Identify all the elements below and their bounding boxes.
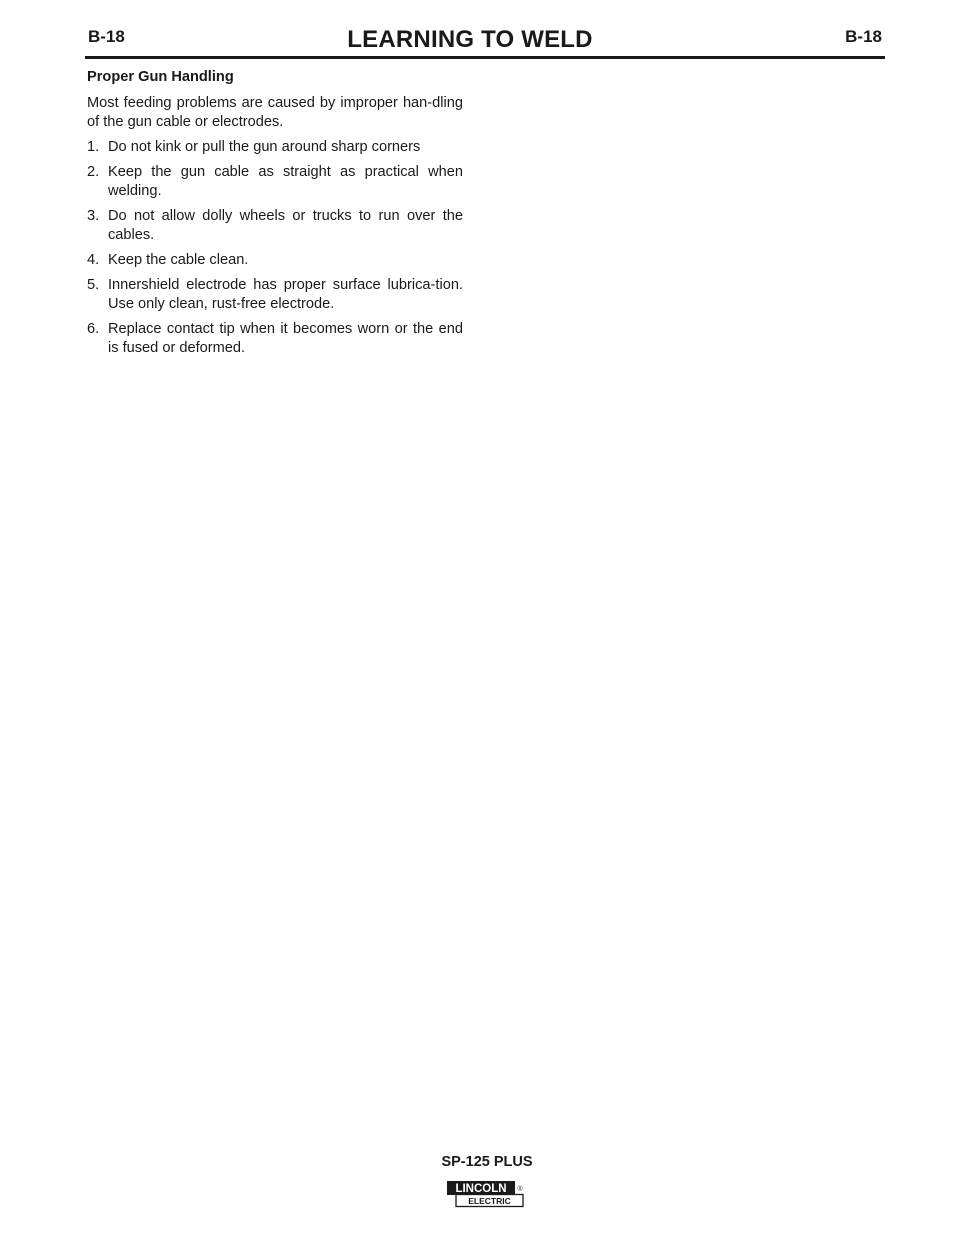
list-item-text: Keep the gun cable as straight as practical when welding. [108, 164, 463, 199]
list-item-text: Innershield electrode has proper surface lubrica-tion. Use only clean, rust-free electrode. [108, 277, 463, 312]
header-rule [85, 56, 885, 59]
page-number-right: B-18 [845, 27, 882, 46]
intro-paragraph: Most feeding problems are caused by improper han-dling of the gun cable or electrodes. [87, 95, 463, 130]
list-item-number: 6. [87, 321, 100, 337]
page-title: LEARNING TO WELD [347, 26, 593, 53]
registered-mark: ® [517, 1186, 523, 1193]
page-number-left: B-18 [88, 27, 125, 46]
logo-bottom-text: ELECTRIC [468, 1196, 511, 1206]
list-item-number: 1. [87, 139, 100, 155]
logo-top-text: LINCOLN [455, 1183, 507, 1195]
list-item-text: Replace contact tip when it becomes worn or the end is fused or deformed. [108, 321, 463, 356]
steps-list [87, 138, 463, 358]
list-item-text: Do not allow dolly wheels or trucks to run over the cables. [108, 208, 463, 243]
list-item [87, 138, 463, 157]
list-item [87, 320, 463, 358]
list-item-text: Keep the cable clean. [108, 252, 249, 268]
section-heading: Proper Gun Handling [87, 69, 234, 85]
content-column [87, 68, 463, 364]
list-item [87, 163, 463, 201]
list-item [87, 276, 463, 314]
list-item-text: Do not kink or pull the gun around sharp corners [108, 139, 421, 155]
lincoln-electric-logo [446, 1180, 526, 1208]
list-item [87, 207, 463, 245]
model-name: SP-125 PLUS [441, 1154, 533, 1170]
list-item-number: 4. [87, 252, 100, 268]
list-item-number: 5. [87, 277, 100, 293]
list-item-number: 2. [87, 164, 100, 180]
list-item-number: 3. [87, 208, 100, 224]
list-item [87, 251, 463, 270]
